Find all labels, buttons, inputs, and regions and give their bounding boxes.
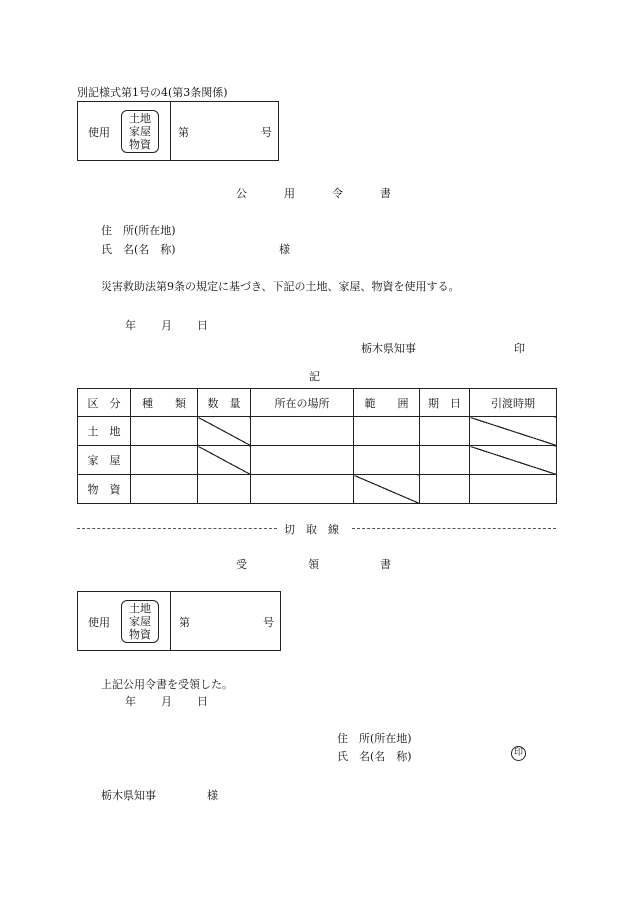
number-suffix: 号: [263, 616, 274, 629]
title-char: 公: [236, 187, 247, 200]
table-cell-crossed: [470, 446, 557, 475]
number-prefix: 第: [178, 126, 189, 139]
col-header: 引渡時期: [470, 389, 557, 417]
use-label: 使用: [88, 616, 110, 629]
receipt-date-year: 年: [125, 695, 136, 708]
title-char: 用: [284, 187, 295, 200]
option-house: 家屋: [129, 125, 151, 138]
table-cell-crossed: [470, 417, 557, 446]
number-prefix: 第: [179, 616, 190, 629]
seal-stamp: 印: [511, 746, 526, 761]
col-header: 種 類: [131, 389, 198, 417]
col-header: 所在の場所: [251, 389, 354, 417]
option-house: 家屋: [129, 615, 151, 628]
use-number-box: [77, 101, 279, 161]
cut-line-label: 切 取 線: [284, 523, 339, 536]
receipt-name-label: 氏 名(名 称): [337, 750, 412, 763]
table-header-row: [78, 389, 557, 417]
table-cell: [198, 475, 251, 504]
row-label: 物 資: [78, 475, 131, 504]
box-divider: [170, 102, 171, 160]
use-options-bracket: [121, 110, 159, 153]
option-land: 土地: [129, 602, 151, 615]
table-row: [78, 446, 557, 475]
option-goods: 物資: [129, 628, 151, 641]
number-suffix: 号: [261, 126, 272, 139]
col-header: 数 量: [198, 389, 251, 417]
name-label: 氏 名(名 称): [101, 243, 176, 256]
receipt-title-char: 書: [380, 558, 391, 571]
order-body-text: 災害救助法第9条の規定に基づき、下記の土地、家屋、物資を使用する。: [101, 280, 460, 293]
use-label: 使用: [88, 126, 110, 139]
cut-line-right: [352, 528, 556, 529]
date-year: 年: [125, 319, 136, 332]
date-day: 日: [197, 319, 208, 332]
receipt-honorific: 様: [207, 789, 218, 802]
table-cell: [470, 475, 557, 504]
table-cell: [251, 475, 354, 504]
receipt-title-char: 受: [236, 558, 247, 571]
row-label: 土 地: [78, 417, 131, 446]
issuer: 栃木県知事: [361, 342, 416, 355]
cut-line-left: [77, 528, 277, 529]
address-label: 住 所(所在地): [101, 224, 176, 237]
ki-mark: 記: [309, 370, 320, 383]
table-cell: [354, 446, 420, 475]
receipt-date-day: 日: [197, 695, 208, 708]
row-label: 家 屋: [78, 446, 131, 475]
receipt-addressee: 栃木県知事: [101, 789, 156, 802]
title-char: 令: [332, 187, 343, 200]
property-table: [77, 388, 557, 504]
receipt-date-month: 月: [161, 695, 172, 708]
table-cell-crossed: [198, 417, 251, 446]
receipt-use-number-box: [77, 591, 281, 651]
table-cell: [420, 417, 470, 446]
box-divider: [170, 592, 171, 650]
honorific: 様: [279, 243, 290, 256]
form-label: 別記様式第1号の4(第3条関係): [77, 86, 228, 99]
table-row: [78, 417, 557, 446]
table-cell: [420, 446, 470, 475]
table-cell-crossed: [354, 475, 420, 504]
option-goods: 物資: [129, 138, 151, 151]
col-header: 期 日: [420, 389, 470, 417]
seal-label: 印: [514, 342, 525, 355]
receipt-address-label: 住 所(所在地): [337, 732, 412, 745]
received-text: 上記公用令書を受領した。: [101, 678, 233, 691]
table-cell: [420, 475, 470, 504]
table-cell: [131, 475, 198, 504]
option-land: 土地: [129, 112, 151, 125]
date-month: 月: [161, 319, 172, 332]
table-row: [78, 475, 557, 504]
table-cell: [131, 446, 198, 475]
receipt-title-char: 領: [308, 558, 319, 571]
table-cell-crossed: [198, 446, 251, 475]
title-char: 書: [380, 187, 391, 200]
table-cell: [354, 417, 420, 446]
table-cell: [251, 446, 354, 475]
table-cell: [251, 417, 354, 446]
col-header: 範 囲: [354, 389, 420, 417]
col-header: 区 分: [78, 389, 131, 417]
use-options-bracket: [121, 600, 159, 643]
table-cell: [131, 417, 198, 446]
